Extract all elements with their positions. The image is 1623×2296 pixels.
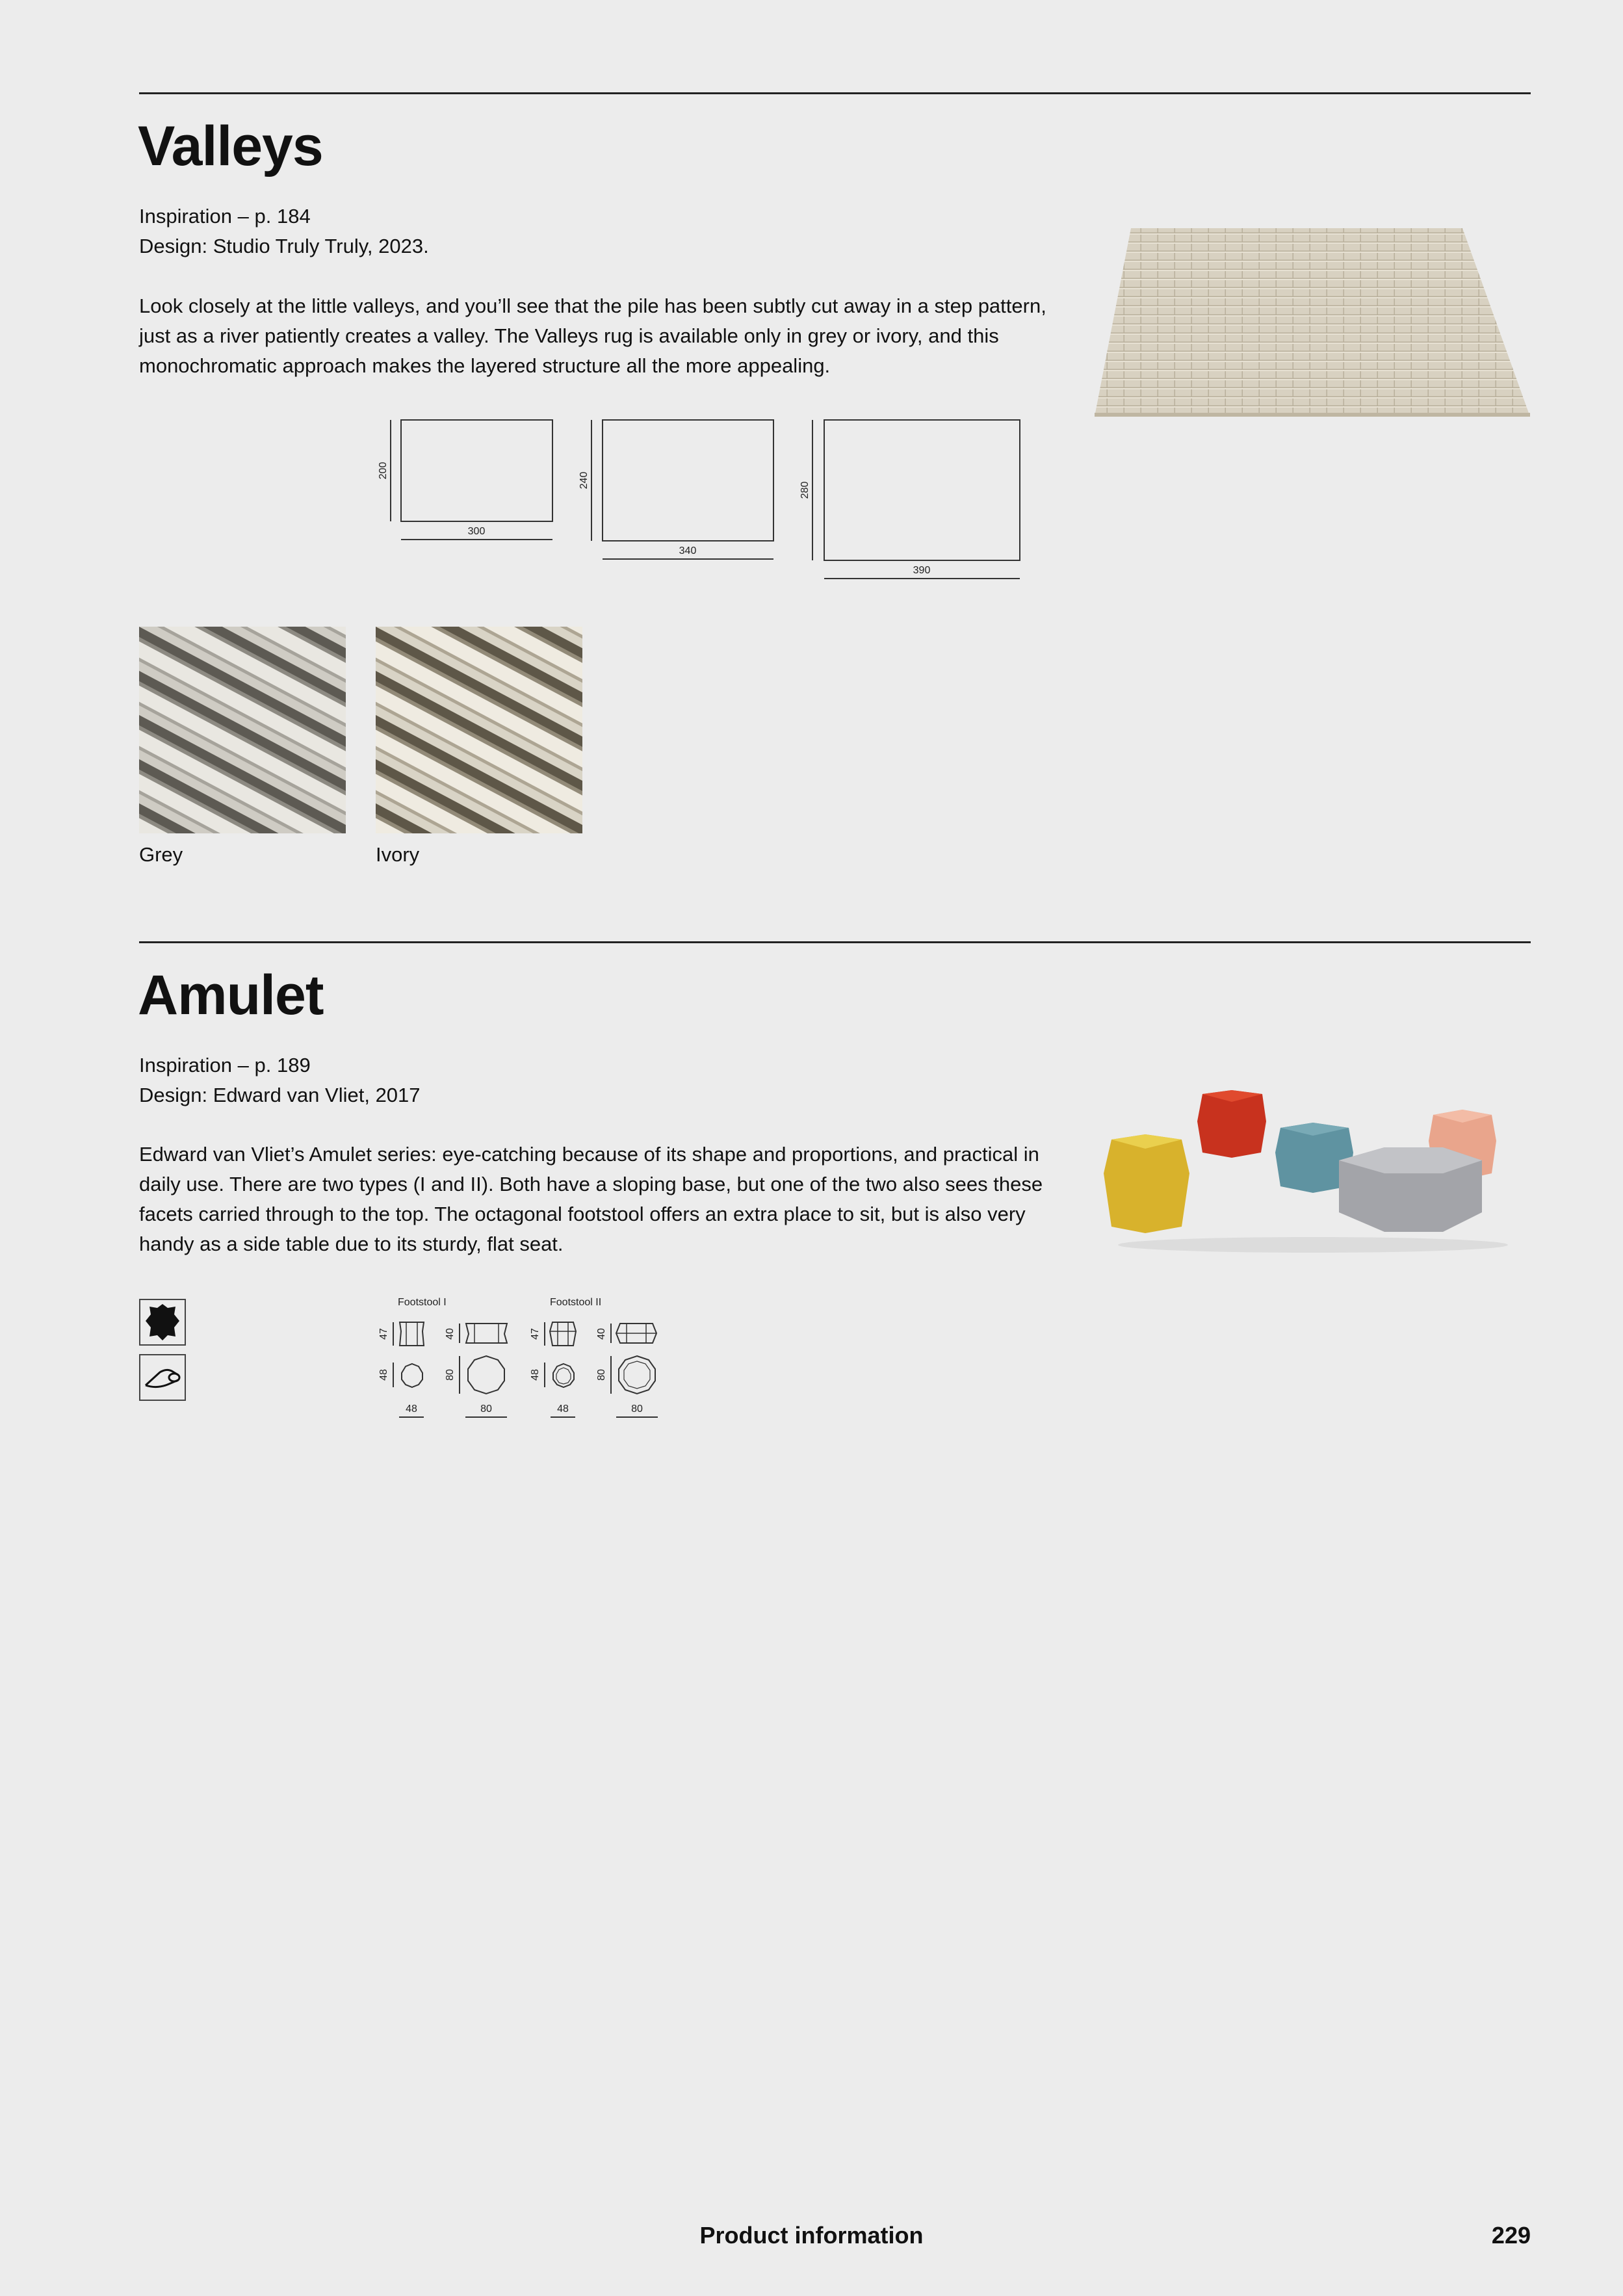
amulet-dimension-drawings: [370, 1294, 663, 1424]
size-2-height: 240: [578, 471, 590, 489]
amulet-footstools-photo: [1098, 1082, 1521, 1255]
amulet-inspiration: Inspiration – p. 189: [139, 1054, 311, 1076]
valleys-top-rule: [139, 92, 1531, 94]
fabric-roll-icon: [139, 1354, 186, 1401]
svg-text:48: 48: [406, 1403, 417, 1415]
svg-text:40: 40: [596, 1328, 607, 1340]
svg-text:80: 80: [596, 1369, 607, 1381]
svg-text:40: 40: [445, 1328, 456, 1340]
amulet-title: Amulet: [138, 964, 324, 1026]
amulet-description: Edward van Vliet’s Amulet series: eye-catching because of its shape and proportions, and practical in daily use. There are two types (I and II). Both have a sloping base, but one of the two also sees these facets carried through to the top. The octagonal footstool offers an extra place to sit, but is also very handy as a side table due to its sturdy, flat seat.: [139, 1143, 1043, 1255]
footer-section-title: Product information: [699, 2222, 924, 2249]
size-1-height: 200: [378, 462, 389, 480]
svg-text:80: 80: [631, 1403, 643, 1415]
footstool-1-label: Footstool I: [398, 1297, 447, 1308]
svg-text:47: 47: [530, 1328, 541, 1340]
size-3-height: 280: [799, 481, 811, 499]
svg-text:48: 48: [557, 1403, 569, 1415]
size-1-width: 300: [467, 526, 486, 537]
amulet-top-rule: [139, 941, 1531, 943]
swatch-grey: [139, 627, 346, 833]
valleys-inspiration: Inspiration – p. 184: [139, 205, 311, 228]
stool-yellow: [1104, 1134, 1189, 1233]
svg-text:80: 80: [445, 1369, 456, 1381]
valleys-design: Design: Studio Truly Truly, 2023.: [139, 235, 429, 257]
valleys-description: Look closely at the little valleys, and you’ll see that the pile has been subtly cut away in a step pattern, just as a river patiently creates a valley. The Valleys rug is available only in grey or ivory, and this monochromatic approach makes the layered structure all the more appealing.: [139, 294, 1046, 377]
svg-text:48: 48: [378, 1369, 389, 1381]
valleys-rug-photo: [1091, 224, 1533, 419]
svg-text:80: 80: [480, 1403, 492, 1415]
valleys-title: Valleys: [138, 115, 323, 177]
amulet-design: Design: Edward van Vliet, 2017: [139, 1084, 421, 1106]
swatch-grey-label: Grey: [139, 843, 183, 866]
size-2-width: 340: [679, 545, 697, 556]
valleys-size-diagrams: [370, 416, 1027, 585]
svg-text:47: 47: [378, 1328, 389, 1340]
page-number: 229: [1491, 2222, 1531, 2249]
swatch-ivory: [376, 627, 582, 833]
footstool-2-label: Footstool II: [550, 1297, 602, 1308]
leather-icon: [139, 1299, 186, 1346]
svg-text:48: 48: [530, 1369, 541, 1381]
size-3-width: 390: [913, 565, 931, 576]
swatch-ivory-label: Ivory: [376, 843, 420, 866]
